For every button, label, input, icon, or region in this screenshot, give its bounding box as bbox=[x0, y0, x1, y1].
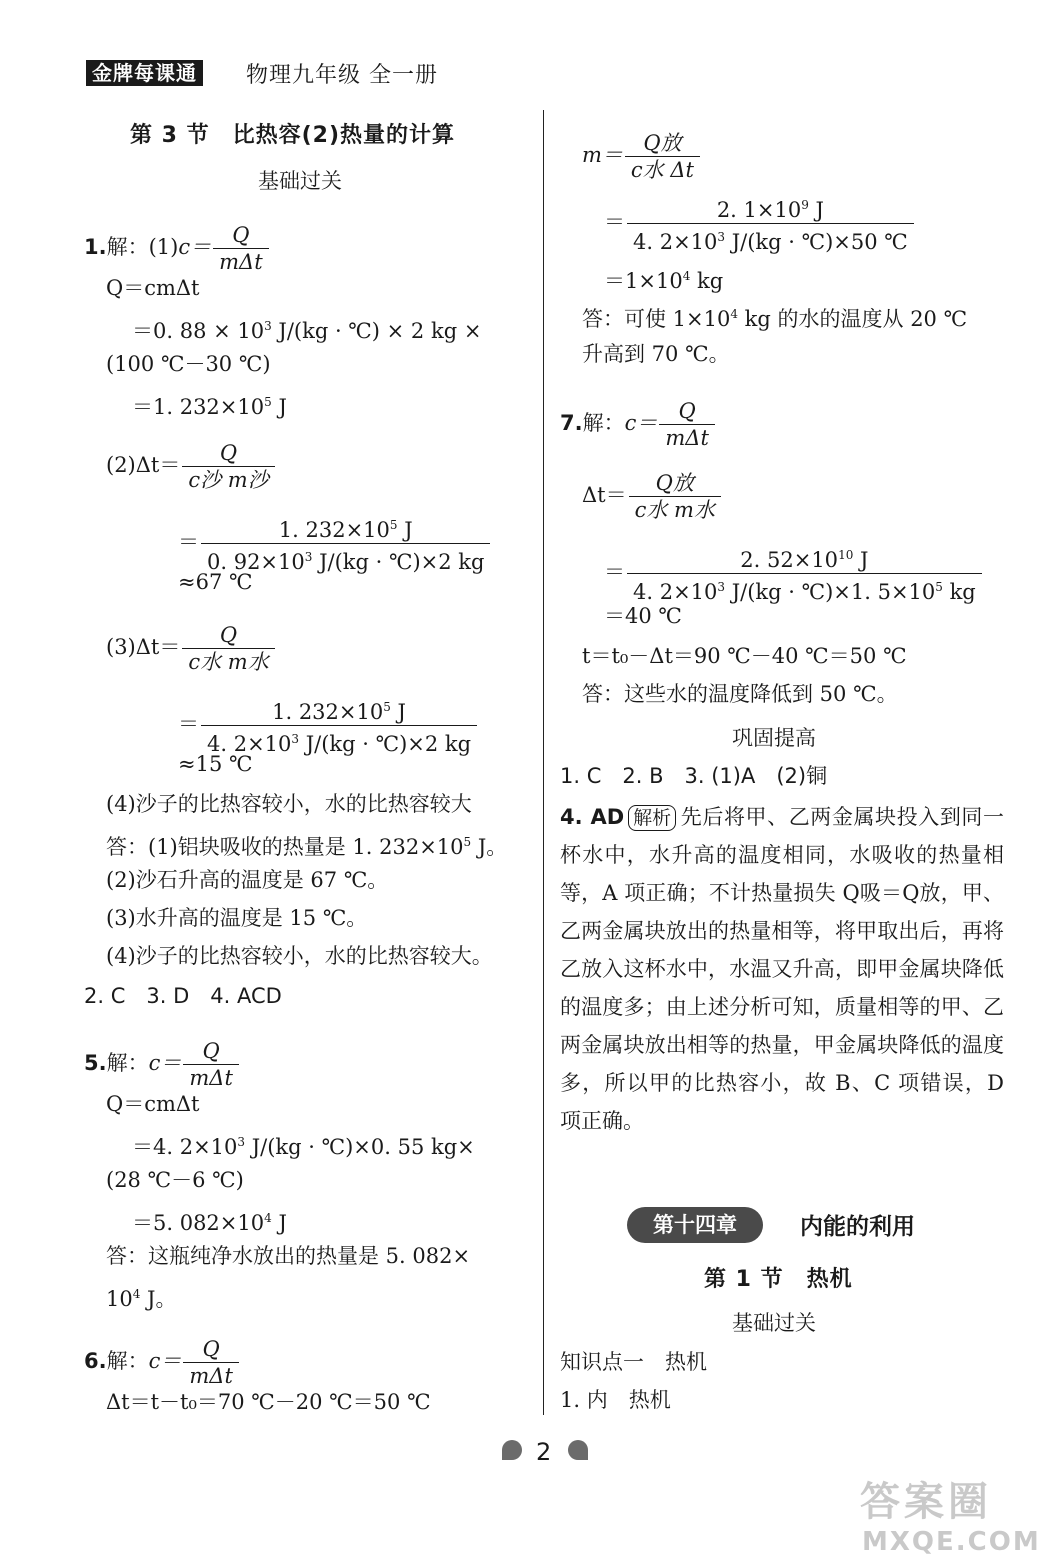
fraction: $\frac{1. 232\times 10^5 J}{4. 2\times 10^3 J/(kg \cdot ℃)\times 2 kg}$ bbox=[201, 694, 477, 757]
section2-title: 第 1 节 热机 bbox=[704, 1267, 853, 1292]
fraction: $\frac{Q}{\text{mΔt}}$ bbox=[659, 398, 715, 451]
q1-line11: ≈15 ℃ bbox=[178, 752, 253, 776]
q1-answer3: (3)水升高的温度是 15 ℃。 bbox=[106, 906, 368, 930]
q1-line10: ＝ $\frac{1. 232\times 10^5 J}{4. 2\times 10^3 J/(kg \cdot ℃)\times 2 kg}$ bbox=[178, 694, 479, 757]
fraction: $\frac{Q}{\text{c沙 m沙}}$ bbox=[182, 440, 274, 493]
q1-line6: (2)Δt＝ $\frac{Q}{\text{c沙 m沙}}$ bbox=[106, 440, 277, 493]
q7-line5: t＝t₀－Δt＝90 ℃－40 ℃＝50 ℃ bbox=[582, 644, 907, 668]
fraction: $\frac{2. 52\times 10^{10} J}{4. 2\times 10^3 J/(kg \cdot ℃)\times 1. 5\times 10^5 kg}$ bbox=[627, 542, 982, 605]
q7-line1: 7.解：c＝ $\frac{Q}{\text{mΔt}}$ bbox=[560, 398, 717, 451]
q1-line3: ＝0. $88 \times 10^3$ J/(kg · ℃) × 2 kg × bbox=[132, 319, 482, 343]
q6-mass-result: $=1\times 10^4$ kg bbox=[604, 269, 724, 293]
section-title: 第 3 节 比热容(2)热量的计算 bbox=[130, 123, 456, 148]
q1-line1: 1.解：(1)c＝ $\frac{Q}{\text{mΔt}}$ bbox=[84, 222, 271, 275]
fraction: $\frac{Q}{\text{mΔt}}$ bbox=[183, 1336, 239, 1389]
q6-answer-cont: 升高到 70 ℃。 bbox=[582, 342, 730, 366]
q5-line2: Q＝cmΔt bbox=[106, 1092, 200, 1116]
fraction: $\frac{\text{Q放}}{\text{c水 Δt}}$ bbox=[625, 130, 700, 183]
q1-line2: Q＝cmΔt bbox=[106, 276, 200, 300]
q5-line3: ＝4. $2\times 10^3$ J/(kg · ℃)×0. 55 kg× bbox=[132, 1135, 475, 1159]
q1-line8: ≈67 ℃ bbox=[178, 570, 253, 594]
column-divider bbox=[543, 110, 544, 1415]
fraction: $\frac{Q}{\text{mΔt}}$ bbox=[183, 1038, 239, 1091]
q7-line3: ＝ $\frac{2. 52\times 10^{10} J}{4. 2\times 10^3 J/(kg \cdot ℃)\times 1. 5\times 10^5 kg}$ bbox=[604, 542, 984, 605]
q6-mass-calc: ＝ $\frac{2. 1\times 10^9 J}{4. 2\times 10^3 J/(kg \cdot ℃)\times 50 ℃}$ bbox=[604, 192, 916, 255]
q1-answer2: (2)沙石升高的温度是 67 ℃。 bbox=[106, 868, 389, 892]
watermark: 答案圈 MXQE.COM bbox=[860, 1479, 1041, 1557]
fraction: $\frac{\text{Q放}}{\text{c水 m水}}$ bbox=[629, 470, 721, 523]
book-subtitle: 物理九年级 全一册 bbox=[246, 63, 438, 88]
q6-line1: 6.解：c＝ $\frac{Q}{\text{mΔt}}$ bbox=[84, 1336, 241, 1389]
page-number: 2 bbox=[536, 1438, 552, 1466]
q2-to-q4: 2. C 3. D 4. ACD bbox=[84, 984, 282, 1008]
q5-line1: 5.解：c＝ $\frac{Q}{\text{mΔt}}$ bbox=[84, 1038, 241, 1091]
q7-answer: 答：这些水的温度降低到 50 ℃。 bbox=[582, 682, 898, 706]
subsection-improve: 巩固提高 bbox=[732, 726, 816, 750]
chapter-title: 内能的利用 bbox=[800, 1214, 915, 1240]
fraction: $\frac{1. 232\times 10^5 J}{0. 92\times 10^3 J/(kg \cdot ℃)\times 2 kg}$ bbox=[201, 512, 490, 575]
knowledge-point-1: 知识点一 热机 bbox=[560, 1350, 707, 1374]
subsection-basic-2: 基础过关 bbox=[732, 1311, 816, 1335]
q5-answer: 答：这瓶纯净水放出的热量是 5. 082× bbox=[106, 1244, 471, 1268]
q4-explanation: 4. AD 解析 先后将甲、乙两金属块投入到同一杯水中，水升高的温度相同，水吸收的热量相等，A 项正确；不计热量损失 Q吸＝Q放，甲、乙两金属块放出的热量相等，将甲取出后，再将乙放入这杯水中，水温又升高，即甲金属块降低的温度多；由上述分析可知，质量相等的甲、乙两金属块放出相等的热量，甲金属块降低的温度多，所以甲的比热容小，故 B、C 项错误，D 项正确。 bbox=[560, 805, 1004, 1133]
q1-line12: (4)沙子的比热容较小，水的比热容较大 bbox=[106, 792, 472, 816]
q1-answer4: (4)沙子的比热容较小，水的比热容较大。 bbox=[106, 944, 493, 968]
q1-line9: (3)Δt＝ $\frac{Q}{\text{c水 m水}}$ bbox=[106, 622, 277, 675]
q1-line5: ＝1. $232\times 10^5$ J bbox=[132, 395, 287, 419]
q6-line2: Δt＝t－t₀＝70 ℃－20 ℃＝50 ℃ bbox=[106, 1390, 431, 1414]
chapter-badge: 第十四章 bbox=[627, 1207, 763, 1243]
q7-line2: Δt＝ $\frac{\text{Q放}}{\text{c水 m水}}$ bbox=[582, 470, 723, 523]
fraction: $\frac{2. 1\times 10^9 J}{4. 2\times 10^3 J/(kg \cdot ℃)\times 50 ℃}$ bbox=[627, 192, 914, 255]
analysis-tag: 解析 bbox=[628, 805, 676, 831]
q5-line5: ＝5. $082\times 10^4$ J bbox=[132, 1211, 287, 1235]
subsection-basic: 基础过关 bbox=[258, 169, 342, 193]
leaf-icon-left bbox=[502, 1440, 522, 1460]
q1-answer1: 答：(1)铝块吸收的热量是 1. $232\times 10^5$ J。 bbox=[106, 835, 508, 859]
q1-number: 1. bbox=[84, 235, 107, 259]
q6-answer: 答：可使 $1\times 10^4$ kg 的水的温度从 20 ℃ bbox=[582, 307, 968, 331]
q6-mass-formula: m＝ $\frac{\text{Q放}}{\text{c水 Δt}}$ bbox=[582, 130, 702, 183]
fraction: $\frac{Q}{\text{mΔt}}$ bbox=[213, 222, 269, 275]
q1-line4: (100 ℃－30 ℃) bbox=[106, 352, 271, 376]
q5-answer-cont: $10^4$ J。 bbox=[106, 1287, 177, 1311]
kp-q1: 1. 内 热机 bbox=[560, 1388, 671, 1412]
fraction: $\frac{Q}{\text{c水 m水}}$ bbox=[182, 622, 274, 675]
leaf-icon-right bbox=[568, 1440, 588, 1460]
q1-to-q3-improve: 1. C 2. B 3. (1)A (2)铜 bbox=[560, 764, 828, 788]
brand-logo: 金牌每课通 bbox=[86, 60, 203, 86]
q1-line7: ＝ $\frac{1. 232\times 10^5 J}{0. 92\times 10^3 J/(kg \cdot ℃)\times 2 kg}$ bbox=[178, 512, 492, 575]
q5-line4: (28 ℃－6 ℃) bbox=[106, 1168, 244, 1192]
q7-line4: ＝40 ℃ bbox=[604, 604, 682, 628]
